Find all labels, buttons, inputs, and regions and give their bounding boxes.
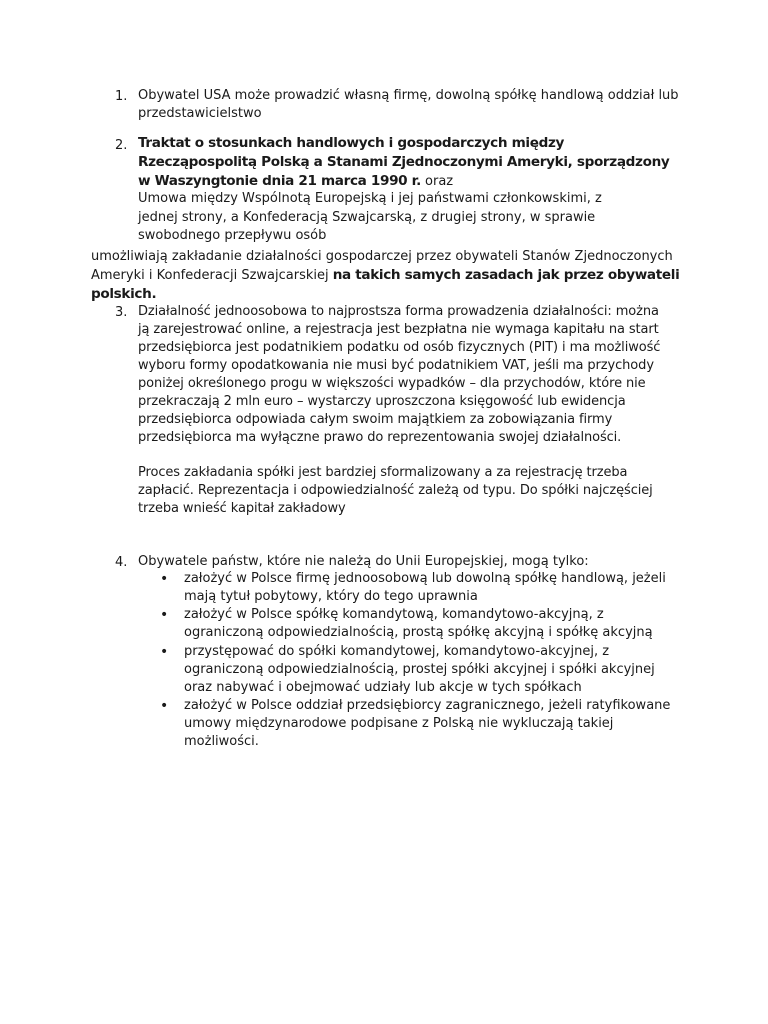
list-number-3: 3. <box>115 305 128 320</box>
item-1-text: Obywatel USA może prowadzić własną firmę, dowolną spółkę handlową oddział lub przedstawicielstwo <box>138 88 679 121</box>
item-4-text: Obywatele państw, które nie należą do Unii Europejskiej, mogą tylko: <box>138 554 589 569</box>
item-2-continuation <box>91 247 691 304</box>
bullet-icon: • <box>160 607 169 623</box>
item-2-heading <box>138 134 686 191</box>
bullet-item-3: przystępować do spółki komandytowej, komandytowo-akcyjnej, z ograniczoną odpowiedzialnością, prostej spółki akcyjnej i spółki akcyjnej oraz nabywać i obejmować udziały lub akcje w tych spółkach <box>184 644 655 695</box>
continuation-text: umożliwiają zakładanie działalności gospodarczej przez obywateli Stanów Zjednoczonych Ameryki i Konfederacji Szwajcarskiej <box>91 249 673 283</box>
bullet-item-2: założyć w Polsce spółkę komandytową, komandytowo-akcyjną, z ograniczoną odpowiedzialnością, prostą spółkę akcyjną i spółkę akcyjną <box>184 607 653 640</box>
bullet-icon: • <box>160 571 169 587</box>
list-number-4: 4. <box>115 555 128 570</box>
item-3-text: Działalność jednoosobowa to najprostsza forma prowadzenia działalności: można ją zarejestrować online, a rejestracja jest bezpłatna nie wymaga kapitału na start przedsiębiorca jest podatnikiem podatku od osób fizycznych (PIT) i ma możliwość wyboru formy opodatkowania nie musi być podatnikiem VAT, jeśli ma przychody poniżej określonego progu w większości wypadków – dla przychodów, które nie przekraczają 2 mln euro – wystarczy uproszczona księgowość lub ewidencja przedsiębiorca odpowiada całym swoim majątkiem za zobowiązania firmy przedsiębiorca ma wyłączne prawo do reprezentowania swojej działalności. <box>138 304 661 445</box>
item-3-company-text: Proces zakładania spółki jest bardziej sformalizowany a za rejestrację trzeba zapłacić. Reprezentacja i odpowiedzialność zależą od typu. Do spółki najczęściej trzeba wnieść kapitał zakładowy <box>138 465 653 516</box>
bullet-item-4: założyć w Polsce oddział przedsiębiorcy zagranicznego, jeżeli ratyfikowane umowy międzynarodowe podpisane z Polską nie wykluczają takiej możliwości. <box>184 698 671 749</box>
item-2-agreement-text: Umowa między Wspólnotą Europejską i jej państwami członkowskimi, z jednej strony, a Konfederacją Szwajcarską, z drugiej strony, w sprawie swobodnego przepływu osób <box>138 191 602 243</box>
treaty-title: Traktat o stosunkach handlowych i gospodarczych między Rzecząpospolitą Polską a Stanami Zjednoczonymi Ameryki, sporządzony w Waszyngtonie dnia 21 marca 1990 r. <box>138 135 670 189</box>
continuation-bold: na takich samych zasadach jak przez obywateli polskich. <box>91 267 680 302</box>
bullet-item-1: założyć w Polsce firmę jednoosobową lub dowolną spółkę handlową, jeżeli mają tytuł pobytowy, który do tego uprawnia <box>184 571 666 604</box>
item-2-conjunction: oraz <box>420 174 454 189</box>
list-number-1: 1. <box>115 89 128 104</box>
bullet-icon: • <box>160 644 169 660</box>
list-number-2: 2. <box>115 138 128 153</box>
bullet-icon: • <box>160 698 169 714</box>
